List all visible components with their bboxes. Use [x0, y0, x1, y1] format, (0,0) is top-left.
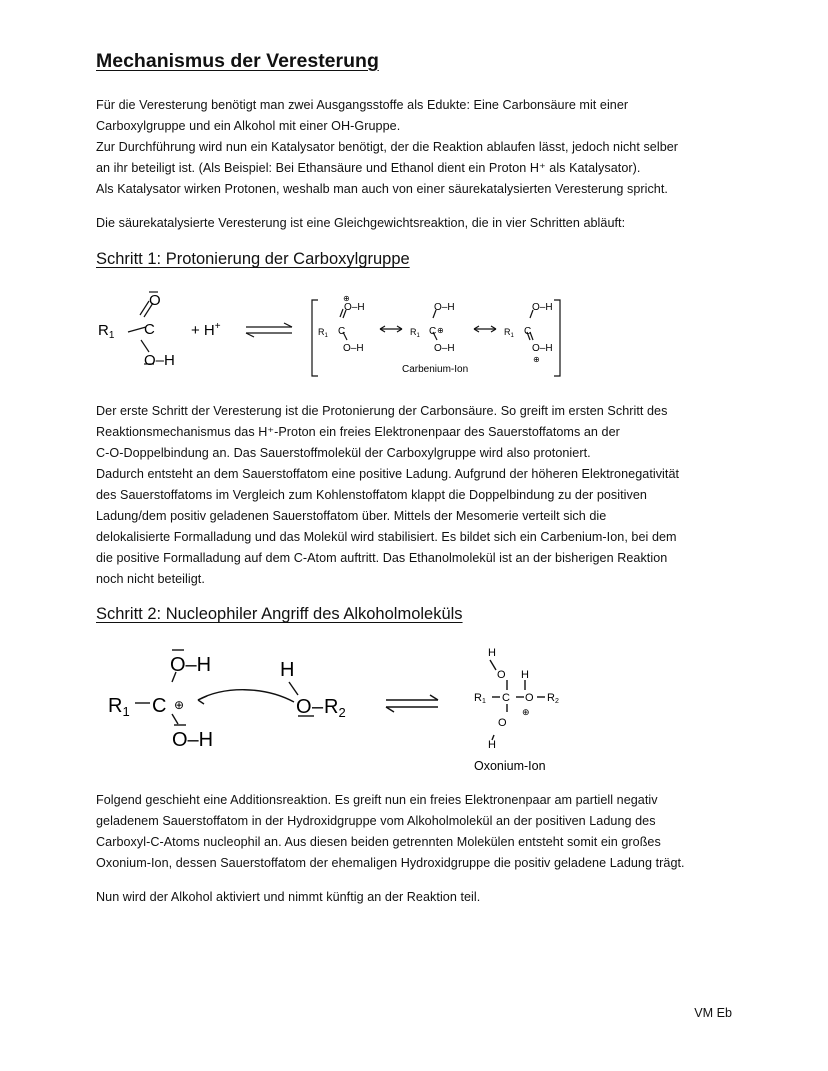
text-line: Der erste Schritt der Veresterung ist die Protonierung der Carbonsäure. So greift im ersten Schritt des	[96, 404, 668, 418]
text-line: Zur Durchführung wird nun ein Katalysator benötigt, der die Reaktion ablaufen lässt, jedoch nicht selber	[96, 140, 679, 154]
svg-text:R1: $R_1$	[504, 327, 514, 339]
proton-label: + H	[191, 322, 215, 339]
svg-text:C: C	[338, 326, 346, 337]
text-line: Dadurch entsteht an dem Sauerstoffatom eine positive Ladung. Aufgrund der höheren Elektronegativität	[96, 467, 680, 481]
r1-label: R	[108, 695, 123, 717]
svg-text:R1: $R_1$	[318, 327, 328, 339]
text-line: Carboxylgruppe und ein Alkohol mit einer OH-Gruppe.	[96, 119, 401, 133]
text-line: die positive Formalladung auf dem C-Atom auftritt. Das Ethanolmolekül ist an der bisherigen Reaktion	[96, 551, 668, 565]
svg-text:⊕: ⊕	[522, 707, 530, 717]
text-line: Carboxyl-C-Atoms nucleophil an. Aus diesen beiden getrennten Molekülen entsteht somit ein großes	[96, 835, 661, 849]
text-line: an ihr beteiligt ist. (Als Beispiel: Bei Ethansäure und Ethanol dient ein Proton H⁺ als Katalysator).	[96, 161, 641, 175]
svg-text:–: –	[312, 696, 324, 718]
svg-text:⊕: ⊕	[437, 326, 444, 335]
carbon-label: C	[152, 695, 167, 717]
svg-text:O: O	[525, 692, 534, 704]
text-line: Als Katalysator wirken Protonen, weshalb man auch von einer säurekatalysierten Veresterung spricht.	[96, 182, 668, 196]
text-line: des Sauerstoffatoms im Vergleich zum Kohlenstoffatom klappt die Doppelbindung zu der positiven	[96, 488, 647, 502]
hydroxyl-label: O–H	[144, 352, 175, 369]
step1-reaction-diagram	[96, 288, 576, 383]
text-line: C-O-Doppelbindung an. Das Sauerstoffmolekül der Carboxylgruppe wird also protoniert.	[96, 446, 591, 460]
svg-text:R2: R2	[547, 692, 559, 705]
page-title: Mechanismus der Veresterung	[96, 50, 379, 72]
text-line: Reaktionsmechanismus das H⁺-Proton ein freies Elektronenpaar des Sauerstoffatoms an der	[96, 425, 620, 439]
svg-text:R2: $R_2$	[324, 696, 346, 720]
svg-text:R1: $R_1$	[108, 695, 130, 719]
svg-text:R1: R1	[474, 692, 486, 705]
hydroxyl-top-label: O–H	[170, 654, 212, 676]
closing-paragraph	[96, 887, 736, 908]
svg-text:C: C	[502, 692, 510, 704]
svg-text:H: H	[521, 669, 529, 681]
text-line: Oxonium-Ion, dessen Sauerstoffatom der ehemaligen Hydroxidgruppe die positiv geladene Ladung trägt.	[96, 856, 685, 870]
step2-heading: Schritt 2: Nucleophiler Angriff des Alkoholmoleküls	[96, 605, 463, 623]
carbon-label: C	[144, 321, 155, 338]
r1-label: R	[98, 322, 109, 339]
svg-text:O–H: O–H	[343, 343, 364, 354]
step1-heading: Schritt 1: Protonierung der Carboxylgruppe	[96, 250, 410, 268]
svg-text:O–H: O–H	[434, 343, 455, 354]
svg-text:⊕: ⊕	[533, 355, 540, 364]
svg-text:O–H: O–H	[532, 302, 553, 313]
step2-reaction-diagram	[104, 640, 574, 778]
svg-text:H: H	[488, 739, 496, 751]
text-line: geladenem Sauerstoffatom in der Hydroxidgruppe vom Alkoholmolekül an der positiven Ladung des	[96, 814, 656, 828]
equilibrium-paragraph	[96, 213, 736, 234]
step2-paragraph	[96, 790, 736, 874]
text-line: Für die Veresterung benötigt man zwei Ausgangsstoffe als Edukte: Eine Carbonsäure mit einer	[96, 98, 629, 112]
charge-icon: ⊕	[174, 698, 185, 712]
text-line: Folgend geschieht eine Additionsreaktion. Es greift nun ein freies Elektronenpaar am partiell negativ	[96, 793, 658, 807]
svg-text:C: C	[429, 326, 437, 337]
text-line: noch nicht beteiligt.	[96, 572, 205, 586]
svg-text:R1: $R_1$	[98, 322, 115, 341]
text-line: Ladung/dem positiv geladenen Sauerstoffatom über. Mittels der Mesomerie verteilt sich die	[96, 509, 607, 523]
svg-text:R1: $R_1$	[410, 327, 420, 339]
svg-text:O–H: O–H	[434, 302, 455, 313]
text-line: delokalisierte Formalladung und das Molekül wird stabilisiert. Es bildet sich ein Carbenium-Ion, bei dem	[96, 530, 677, 544]
svg-text:⊕: ⊕	[343, 294, 350, 303]
oxonium-ion-label: Oxonium-Ion	[474, 759, 546, 773]
svg-text:O–H: O–H	[344, 302, 365, 313]
alcohol-h-label: H	[280, 659, 295, 681]
hydroxyl-bottom-label: O–H	[172, 729, 214, 751]
step1-paragraph	[96, 401, 736, 590]
svg-text:O–H: O–H	[532, 343, 553, 354]
alcohol-oxygen-label: O	[296, 696, 312, 718]
svg-text:C: C	[524, 326, 532, 337]
svg-text:O: O	[497, 669, 506, 681]
carbenium-ion-label: Carbenium-Ion	[402, 364, 469, 375]
text-line: Die säurekatalysierte Veresterung ist eine Gleichgewichtsreaktion, die in vier Schritten abläuft:	[96, 216, 626, 230]
text-line: Nun wird der Alkohol aktiviert und nimmt künftig an der Reaktion teil.	[96, 890, 481, 904]
author-initials: VM Eb	[694, 1006, 732, 1020]
intro-paragraph	[96, 95, 736, 200]
oxygen-label: O	[149, 292, 161, 309]
svg-text:H: H	[488, 647, 496, 659]
svg-text:+ H+: + H+	[191, 321, 221, 339]
svg-text:O: O	[498, 717, 507, 729]
r2-label: R	[324, 696, 339, 718]
